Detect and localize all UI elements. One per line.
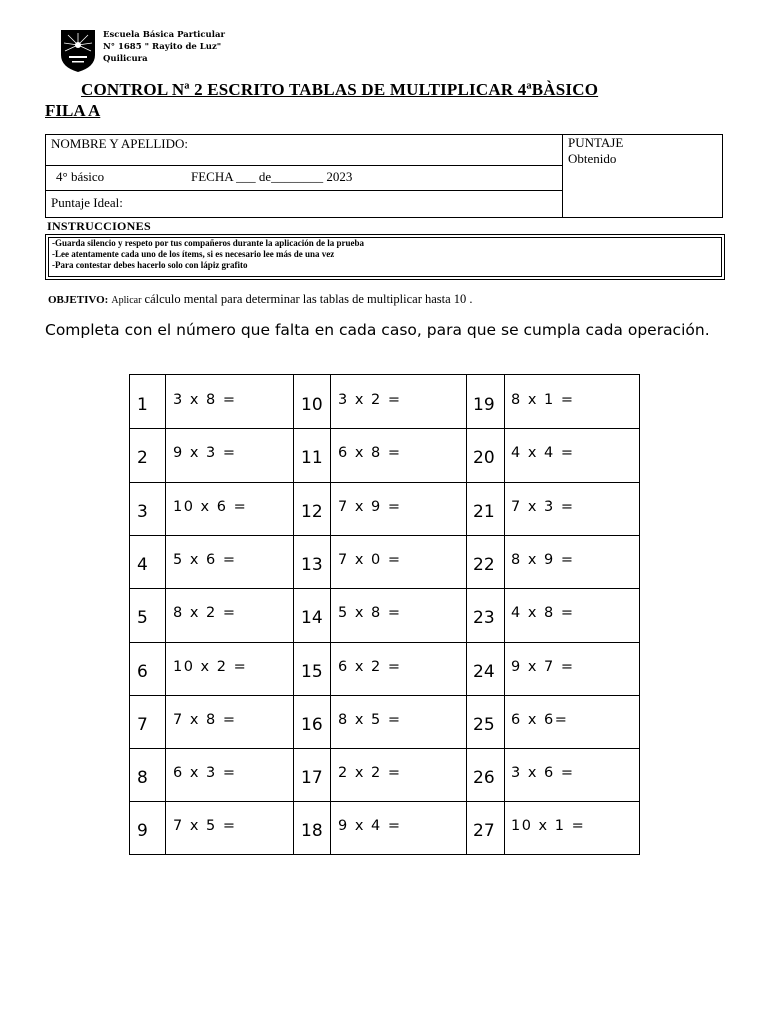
exercise-expression[interactable]: 3 x 2 = — [338, 392, 402, 408]
instructions-title: INSTRUCCIONES — [47, 219, 151, 233]
objective-verb: Aplicar — [111, 295, 142, 306]
name-label: NOMBRE Y APELLIDO: — [51, 136, 188, 151]
exercise-number: 27 — [473, 821, 495, 842]
date-field[interactable] — [46, 166, 562, 191]
exercise-number: 19 — [473, 395, 495, 415]
grid-column-divider — [293, 375, 294, 854]
exercise-grid — [129, 374, 640, 855]
exercise-expression[interactable]: 4 x 4 = — [511, 445, 575, 462]
exercise-number: 1 — [137, 395, 148, 415]
ideal-score-field[interactable] — [46, 191, 562, 217]
exercise-number: 23 — [473, 608, 495, 629]
school-crest-icon — [60, 29, 96, 73]
exercise-expression[interactable]: 8 x 5 = — [338, 711, 402, 728]
exercise-expression[interactable]: 6 x 2 = — [338, 658, 402, 675]
exercise-expression[interactable]: 7 x 0 = — [338, 551, 402, 568]
objective-label: OBJETIVO: — [48, 294, 109, 306]
grid-row-divider — [130, 482, 639, 483]
exercise-expression[interactable]: 10 x 2 = — [173, 658, 248, 675]
exercise-expression[interactable]: 9 x 4 = — [338, 818, 402, 835]
exercise-number: 13 — [301, 554, 323, 575]
exercise-number: 15 — [301, 661, 323, 682]
exercise-number: 12 — [301, 501, 323, 522]
exercise-statement: Completa con el número que falta en cada caso, para que se cumpla cada operación. — [45, 321, 710, 339]
exercise-expression[interactable]: 8 x 1 = — [511, 392, 575, 408]
grid-column-divider — [504, 375, 505, 854]
grid-column-divider — [330, 375, 331, 854]
grid-column-divider — [466, 375, 467, 854]
school-number: N° 1685 " Rayito de Luz" — [103, 42, 222, 52]
exercise-number: 4 — [137, 554, 148, 575]
exercise-number: 18 — [301, 821, 323, 842]
exercise-expression[interactable]: 7 x 9 = — [338, 498, 402, 515]
school-info — [103, 29, 225, 65]
exercise-number: 17 — [301, 768, 323, 789]
exercise-expression[interactable]: 6 x 6= — [511, 711, 569, 728]
date-label: FECHA ___ de________ 2023 — [191, 169, 353, 184]
exercise-number: 2 — [137, 448, 148, 469]
exercise-expression[interactable]: 10 x 1 = — [511, 818, 586, 835]
name-field[interactable] — [46, 135, 562, 166]
student-info-box — [45, 134, 723, 218]
instructions-box — [45, 234, 725, 280]
ideal-score-label: Puntaje Ideal: — [51, 195, 123, 210]
grid-row-divider — [130, 535, 639, 536]
exercise-number: 21 — [473, 501, 495, 522]
exercise-expression[interactable]: 3 x 8 = — [173, 392, 237, 408]
exercise-expression[interactable]: 10 x 6 = — [173, 498, 248, 515]
page-title: CONTROL Nª 2 ESCRITO TABLAS DE MULTIPLICAR 4ªBÀSICO — [81, 80, 599, 99]
exercise-expression[interactable]: 9 x 3 = — [173, 445, 237, 462]
exercise-expression[interactable]: 7 x 5 = — [173, 818, 237, 835]
objective-text: cálculo mental para determinar las tablas de multiplicar hasta 10 . — [141, 292, 473, 306]
exercise-expression[interactable]: 3 x 6 = — [511, 765, 575, 782]
exercise-number: 6 — [137, 661, 148, 682]
exercise-number: 11 — [301, 448, 323, 469]
instruction-line: -Lee atentamente cada uno de los ítems, si es necesario lee más de una vez — [52, 249, 335, 259]
score-subtitle: Obtenido — [568, 151, 617, 166]
grid-column-divider — [165, 375, 166, 854]
page-subtitle: FILA A — [45, 101, 101, 120]
exercise-expression[interactable]: 8 x 9 = — [511, 551, 575, 568]
exercise-expression[interactable]: 6 x 3 = — [173, 765, 237, 782]
exercise-expression[interactable]: 7 x 8 = — [173, 711, 237, 728]
exercise-number: 26 — [473, 768, 495, 789]
exercise-number: 10 — [301, 395, 323, 415]
exercise-number: 7 — [137, 714, 148, 735]
exercise-expression[interactable]: 5 x 6 = — [173, 551, 237, 568]
exercise-number: 14 — [301, 608, 323, 629]
exercise-expression[interactable]: 9 x 7 = — [511, 658, 575, 675]
exercise-number: 5 — [137, 608, 148, 629]
exercise-number: 22 — [473, 554, 495, 575]
exercise-number: 8 — [137, 768, 148, 789]
exercise-number: 20 — [473, 448, 495, 469]
exercise-expression[interactable]: 2 x 2 = — [338, 765, 402, 782]
objective — [48, 292, 473, 307]
exercise-number: 24 — [473, 661, 495, 682]
exercise-expression[interactable]: 5 x 8 = — [338, 605, 402, 622]
grid-row-divider — [130, 642, 639, 643]
exercise-number: 9 — [137, 821, 148, 842]
exercise-number: 16 — [301, 714, 323, 735]
exercise-expression[interactable]: 4 x 8 = — [511, 605, 575, 622]
grid-row-divider — [130, 801, 639, 802]
score-obtained-cell[interactable] — [568, 135, 623, 167]
exercise-number: 25 — [473, 714, 495, 735]
grid-row-divider — [130, 428, 639, 429]
exercise-expression[interactable]: 8 x 2 = — [173, 605, 237, 622]
exercise-number: 3 — [137, 501, 148, 522]
score-title: PUNTAJE — [568, 135, 624, 150]
school-name: Escuela Básica Particular — [103, 30, 225, 40]
student-info-fields — [46, 135, 563, 217]
grid-row-divider — [130, 695, 639, 696]
exercise-expression[interactable]: 7 x 3 = — [511, 498, 575, 515]
exercise-expression[interactable]: 6 x 8 = — [338, 445, 402, 462]
school-city: Quilicura — [103, 54, 148, 64]
grade-label: 4° básico — [56, 169, 105, 184]
grid-row-divider — [130, 588, 639, 589]
instruction-line: -Para contestar debes hacerlo solo con lápiz grafito — [52, 260, 248, 270]
instruction-line: -Guarda silencio y respeto por tus compañeros durante la aplicación de la prueba — [52, 238, 365, 248]
grid-row-divider — [130, 748, 639, 749]
